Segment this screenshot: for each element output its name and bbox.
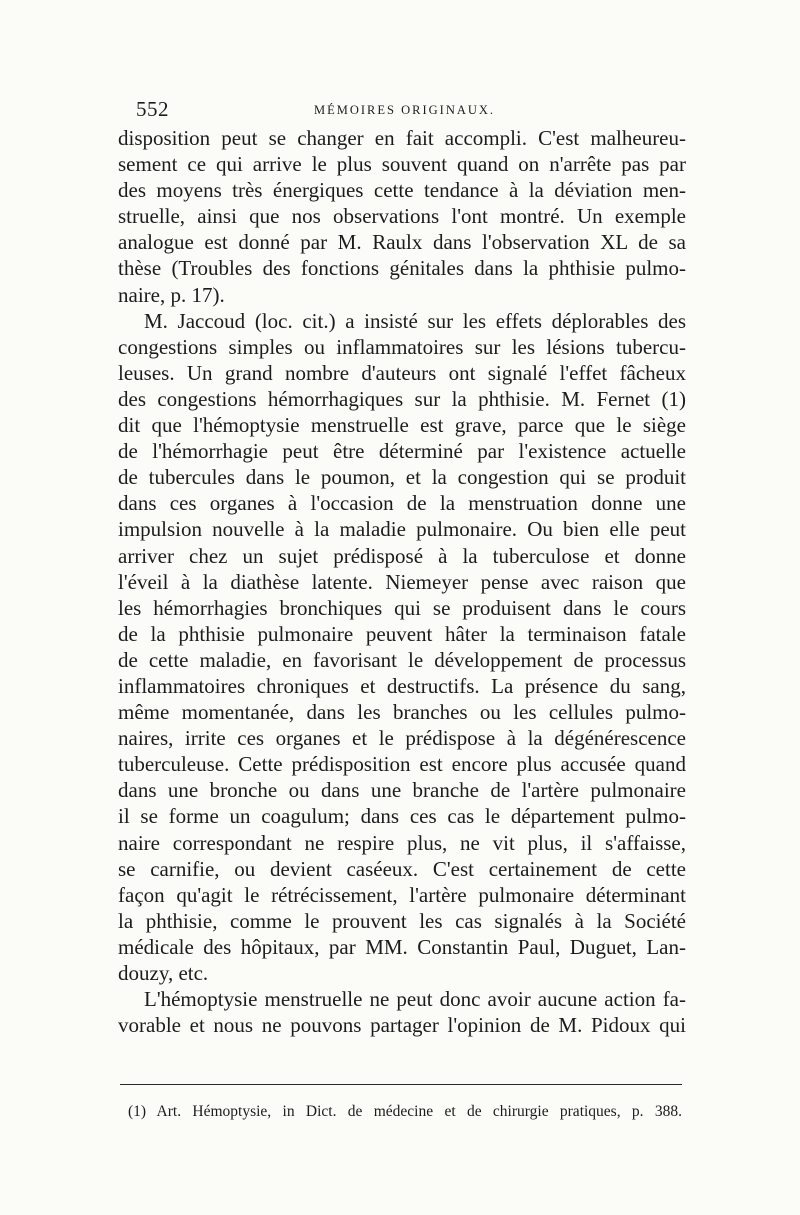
text-line: des moyens très énergiques cette tendance à la déviation men- (118, 178, 686, 203)
text-line: naire correspondant ne respire plus, ne vit plus, il s'affaisse, (118, 830, 686, 855)
text-line: médicale des hôpitaux, par MM. Constantin Paul, Duguet, Lan- (118, 934, 686, 959)
text-line: M. Jaccoud (loc. cit.) a insisté sur les effets déplorables des (144, 308, 686, 333)
text-line: sement ce qui arrive le plus souvent quand on n'arrête pas par (118, 152, 686, 177)
running-head (118, 97, 680, 127)
text-line: dit que l'hémoptysie menstruelle est grave, parce que le siège (118, 413, 686, 438)
text-line: disposition peut se changer en fait accompli. C'est malheureu- (118, 126, 686, 150)
text-line: de l'hémorrhagie peut être déterminé par l'existence actuelle (118, 439, 686, 464)
text-line: dans une bronche ou dans une branche de l'artère pulmonaire (118, 778, 686, 803)
text-line: L'hémoptysie menstruelle ne peut donc avoir aucune action fa- (144, 987, 686, 1012)
text-line: inflammatoires chroniques et destructifs. La présence du sang, (118, 673, 686, 698)
text-line: de la phthisie pulmonaire peuvent hâter la terminaison fatale (118, 621, 686, 646)
text-line: naires, irrite ces organes et le prédispose à la dégénérescence (118, 726, 686, 751)
text-line: congestions simples ou inflammatoires sur les lésions tubercu- (118, 334, 686, 359)
text-line: façon qu'agit le rétrécissement, l'artère pulmonaire déterminant (118, 882, 686, 907)
text-line: les hémorrhagies bronchiques qui se produisent dans le cours (118, 595, 686, 620)
text-line: même momentanée, dans les branches ou les cellules pulmo- (118, 700, 686, 725)
text-line: leuses. Un grand nombre d'auteurs ont signalé l'effet fâcheux (118, 360, 686, 385)
text-line: dans ces organes à l'occasion de la menstruation donne une (118, 491, 686, 516)
text-line: vorable et nous ne pouvons partager l'opinion de M. Pidoux qui (118, 1013, 686, 1038)
page-number: 552 (136, 97, 169, 121)
text-line: arriver chez un sujet prédisposé à la tuberculose et donne (118, 543, 686, 568)
running-title: MÉMOIRES ORIGINAUX. (314, 103, 496, 117)
text-line: impulsion nouvelle à la maladie pulmonaire. Ou bien elle peut (118, 517, 686, 542)
text-line: thèse (Troubles des fonctions génitales dans la phthisie pulmo- (118, 256, 686, 281)
text-line: analogue est donné par M. Raulx dans l'observation XL de sa (118, 230, 686, 255)
text-line: tuberculeuse. Cette prédisposition est encore plus accusée quand (118, 752, 686, 777)
body-text (118, 125, 686, 1038)
text-line: naire, p. 17). (118, 282, 225, 307)
text-line: des congestions hémorrhagiques sur la phthisie. M. Fernet (1) (118, 386, 686, 411)
text-line: la phthisie, comme le prouvent les cas signalés à la Société (118, 908, 686, 933)
text-line: douzy, etc. (118, 961, 209, 985)
text-line: de cette maladie, en favorisant le développement de processus (118, 647, 686, 672)
text-line: l'éveil à la diathèse latente. Niemeyer pense avec raison que (118, 569, 686, 594)
footnote-rule (120, 1084, 682, 1085)
text-line: se carnifie, ou devient caséeux. C'est certainement de cette (118, 856, 686, 881)
text-line: de tubercules dans le poumon, et la congestion qui se produit (118, 465, 686, 490)
text-line: il se forme un coagulum; dans ces cas le département pulmo- (118, 804, 686, 829)
footnote: (1) Art. Hémoptysie, in Dict. de médecine et de chirurgie pratiques, p. 388. (128, 1103, 682, 1120)
text-line: struelle, ainsi que nos observations l'ont montré. Un exemple (118, 204, 686, 229)
